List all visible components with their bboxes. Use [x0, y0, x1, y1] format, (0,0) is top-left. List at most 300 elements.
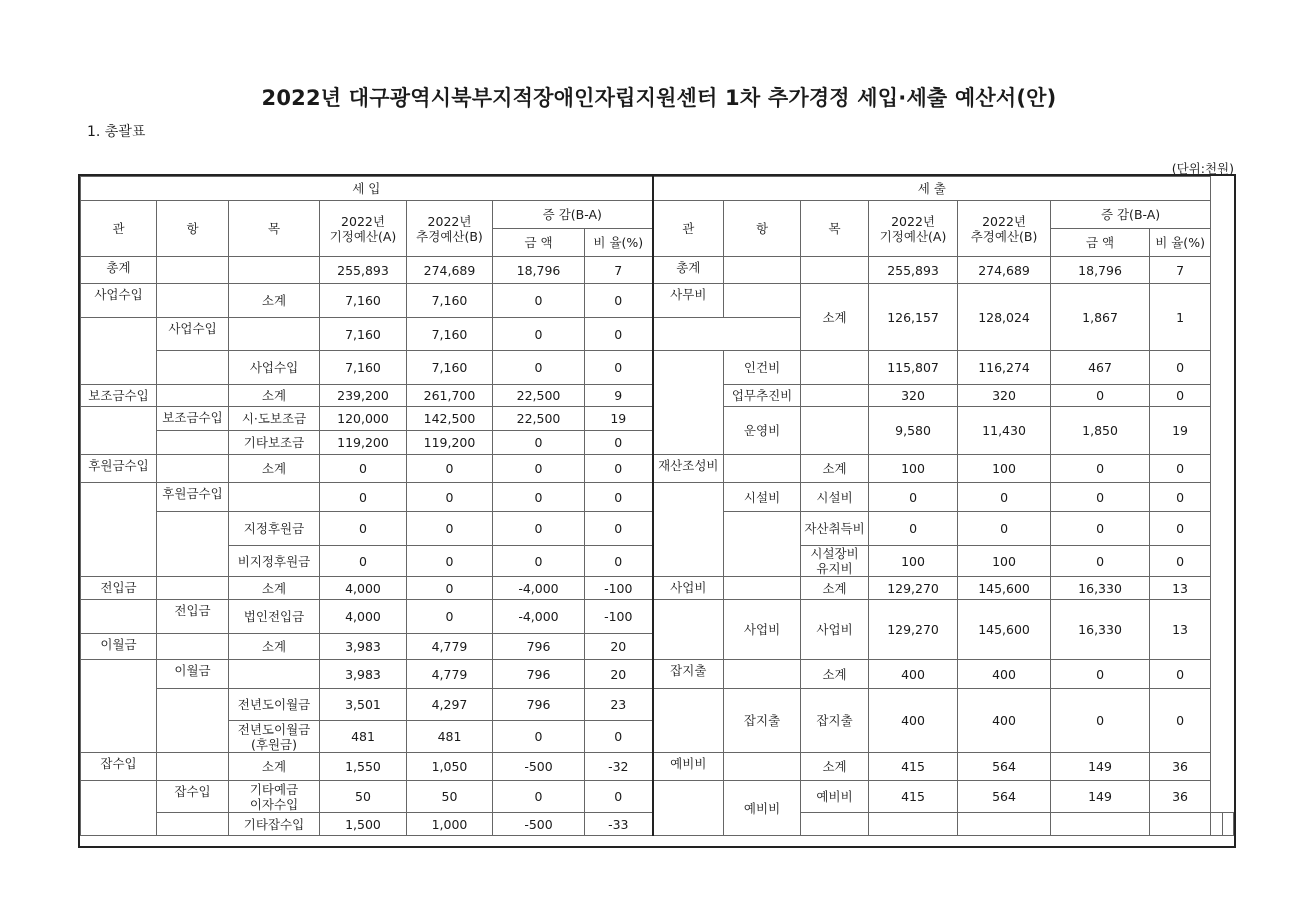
income-new-budget-cell [407, 753, 493, 781]
income-hang-cell [157, 813, 229, 836]
income-mok-cell [229, 455, 320, 483]
expense-mok-cell [801, 781, 869, 813]
income-new-budget-cell [407, 257, 493, 284]
document-title: 2022년 대구광역시북부지적장애인자립지원센터 1차 추가경정 세입·세출 예산서(안) [261, 86, 1057, 110]
income-change-amount-cell [493, 753, 585, 781]
ex-col-amount [1051, 229, 1150, 257]
expense-new-budget-cell-text: 100 [992, 461, 1016, 476]
income-change-amount-cell [493, 318, 585, 351]
expense-prev-budget-cell-text: 400 [901, 713, 925, 728]
income-mok-cell [229, 257, 320, 284]
income-change-ratio-cell-text: 0 [614, 489, 623, 505]
in-col-prev-budget-text: 2022년 기정예산(A) [329, 213, 397, 244]
expense-prev-budget-cell-text: 255,893 [887, 262, 939, 278]
expense-new-budget-cell-text: 0 [1000, 521, 1009, 536]
income-new-budget-cell-text: 1,050 [431, 759, 468, 774]
income-mok-cell [229, 689, 320, 721]
income-change-ratio-cell [585, 721, 653, 753]
income-change-ratio-cell-text: -32 [608, 759, 629, 774]
income-change-ratio-cell-text: 20 [610, 666, 627, 682]
income-mok-cell-text: 사업수입 [249, 360, 299, 375]
in-col-hang [157, 201, 229, 257]
expense-gwan-cell-text: 예비비 [670, 756, 707, 771]
income-new-budget-cell [407, 483, 493, 512]
expense-change-ratio-cell [1150, 546, 1211, 577]
expense-gwan-cell [653, 753, 724, 781]
income-prev-budget-cell-text: 0 [359, 521, 367, 536]
expense-mok-cell [801, 407, 869, 455]
income-change-ratio-cell-text: 19 [610, 411, 627, 426]
income-change-ratio-cell [585, 781, 653, 813]
income-change-amount-cell [493, 512, 585, 546]
income-prev-budget-cell-text: 7,160 [345, 360, 381, 375]
ex-col-mok-text: 목 [828, 221, 841, 236]
income-prev-budget-cell-text: 4,000 [345, 609, 381, 624]
expense-mok-cell [801, 257, 869, 284]
income-change-amount-cell-text: 796 [526, 697, 551, 712]
in-col-mok [229, 201, 320, 257]
expense-prev-budget-cell-text: 115,807 [887, 360, 939, 375]
income-new-budget-cell-text: 481 [437, 729, 462, 744]
income-hang-cell [157, 407, 229, 431]
expense-prev-budget-cell-text: 415 [901, 759, 925, 774]
income-gwan-cell [81, 634, 157, 660]
income-prev-budget-cell [320, 689, 407, 721]
income-change-amount-cell-text: 0 [534, 489, 543, 505]
income-hang-cell [157, 689, 229, 753]
income-prev-budget-cell [320, 660, 407, 689]
income-mok-cell-text: 기타예금 이자수입 [249, 781, 299, 812]
income-change-ratio-cell [585, 455, 653, 483]
expense-change-ratio-cell-text: 0 [1176, 713, 1185, 728]
expense-new-budget-cell [958, 455, 1051, 483]
income-mok-cell [229, 483, 320, 512]
expense-prev-budget-cell-text: 0 [909, 521, 918, 536]
expense-prev-budget-cell [869, 660, 958, 689]
income-mok-cell [229, 512, 320, 546]
income-new-budget-cell-text: 50 [441, 789, 458, 804]
income-gwan-cell [81, 483, 157, 577]
ex-col-gwan [653, 201, 724, 257]
in-col-amount [493, 229, 585, 257]
expense-change-amount-cell [1051, 385, 1150, 407]
in-col-amount-text: 금 액 [524, 235, 553, 250]
income-gwan-cell [81, 407, 157, 455]
income-new-budget-cell-text: 7,160 [431, 326, 468, 342]
income-prev-budget-cell-text: 7,160 [345, 293, 381, 308]
expense-change-ratio-cell [1150, 407, 1211, 455]
income-new-budget-cell [407, 512, 493, 546]
expense-change-ratio-cell-text: 0 [1176, 521, 1185, 536]
expense-gwan-cell [653, 577, 724, 600]
income-mok-cell [229, 634, 320, 660]
expense-new-budget-cell [958, 781, 1051, 813]
income-mok-cell [229, 351, 320, 385]
expense-hang-cell [724, 600, 801, 660]
income-change-ratio-cell [585, 577, 653, 600]
expense-change-amount-cell [1051, 781, 1150, 813]
ex-col-hang-text: 항 [756, 221, 769, 236]
income-change-amount-cell [493, 284, 585, 318]
income-new-budget-cell-text: 4,779 [431, 666, 468, 682]
income-mok-cell [229, 721, 320, 753]
income-mok-cell [229, 660, 320, 689]
income-change-amount-cell [493, 351, 585, 385]
expense-prev-budget-cell [869, 385, 958, 407]
expense-mok-cell [801, 483, 869, 512]
income-change-ratio-cell [585, 634, 653, 660]
expense-mok-cell [801, 600, 869, 660]
expense-mok-cell-text: 잡지출 [816, 713, 853, 728]
expense-change-amount-cell-text: 0 [1096, 489, 1105, 505]
income-new-budget-cell-text: 142,500 [423, 411, 476, 426]
income-new-budget-cell [407, 813, 493, 836]
expense-prev-budget-cell [869, 284, 958, 351]
income-header-text: 세 입 [352, 181, 381, 196]
income-prev-budget-cell-text: 50 [355, 789, 371, 804]
income-new-budget-cell [407, 318, 493, 351]
expense-change-amount-cell [1051, 689, 1150, 753]
income-change-ratio-cell-text: 7 [614, 262, 623, 278]
expense-new-budget-cell-text: 11,430 [982, 423, 1026, 438]
expense-hang-cell [724, 483, 801, 512]
expense-change-ratio-cell-text: 19 [1172, 423, 1189, 438]
ex-col-gwan-text: 관 [682, 221, 695, 236]
income-mok-cell [229, 407, 320, 431]
income-prev-budget-cell [320, 634, 407, 660]
expense-mok-cell [801, 546, 869, 577]
income-prev-budget-cell-text: 255,893 [337, 262, 389, 278]
income-prev-budget-cell [320, 257, 407, 284]
expense-gwan-cell [653, 483, 724, 577]
expense-hang-cell [724, 689, 801, 753]
income-change-amount-cell [493, 577, 585, 600]
in-col-ratio-text: 비 율(%) [593, 235, 644, 250]
income-prev-budget-cell [320, 483, 407, 512]
income-change-amount-cell [493, 455, 585, 483]
expense-prev-budget-cell-text: 0 [909, 489, 918, 505]
expense-change-ratio-cell-text: 13 [1172, 622, 1189, 637]
expense-change-ratio-cell [1150, 660, 1211, 689]
expense-change-ratio-cell [1150, 577, 1211, 600]
income-prev-budget-cell [320, 455, 407, 483]
income-change-amount-cell [493, 407, 585, 431]
income-change-ratio-cell-text: 0 [614, 789, 623, 804]
expense-mok-cell [801, 512, 869, 546]
expense-hang-cell [724, 781, 801, 836]
expense-hang-cell [724, 753, 801, 781]
expense-prev-budget-cell [869, 351, 958, 385]
income-change-ratio-cell [585, 689, 653, 721]
income-prev-budget-cell-text: 481 [351, 729, 375, 744]
income-gwan-cell [81, 257, 157, 284]
income-prev-budget-cell-text: 4,000 [345, 580, 381, 596]
expense-new-budget-cell [958, 284, 1051, 351]
expense-prev-budget-cell-text: 320 [901, 388, 925, 403]
income-change-amount-cell-text: 18,796 [516, 262, 561, 278]
expense-new-budget-cell-text: 100 [992, 553, 1016, 569]
expense-change-amount-cell [1051, 455, 1150, 483]
expense-change-amount-cell-text: 149 [1088, 789, 1112, 804]
expense-gwan-cell-text: 잡지출 [670, 663, 707, 678]
expense-change-amount-cell-text: 0 [1096, 553, 1105, 569]
table-row [81, 600, 1234, 634]
ex-col-amount-text: 금 액 [1085, 235, 1115, 250]
expense-empty-cell [869, 813, 958, 836]
income-hang-cell [157, 431, 229, 455]
expense-change-amount-cell-text: 18,796 [1078, 262, 1122, 278]
income-change-amount-cell [493, 721, 585, 753]
in-col-ratio [585, 229, 653, 257]
income-gwan-cell-text: 후원금수입 [88, 458, 149, 473]
expense-change-ratio-cell-text: 7 [1176, 262, 1185, 278]
income-prev-budget-cell-text: 3,501 [345, 697, 381, 712]
expense-change-ratio-cell-text: 0 [1176, 553, 1185, 569]
expense-change-ratio-cell [1150, 600, 1211, 660]
income-prev-budget-cell-text: 119,200 [337, 435, 389, 450]
income-prev-budget-cell [320, 721, 407, 753]
expense-new-budget-cell [958, 753, 1051, 781]
expense-mok-cell [801, 455, 869, 483]
income-new-budget-cell [407, 660, 493, 689]
expense-prev-budget-cell-text: 129,270 [887, 622, 939, 637]
expense-hang-cell-text: 시설비 [743, 489, 781, 505]
income-change-amount-cell-text: 796 [526, 666, 551, 682]
expense-hang-cell [724, 351, 801, 385]
income-change-ratio-cell [585, 351, 653, 385]
expense-new-budget-cell [958, 577, 1051, 600]
income-mok-cell-text: 법인전입금 [243, 609, 305, 624]
expense-hang-cell [724, 512, 801, 577]
income-change-ratio-cell [585, 407, 653, 431]
ex-col-prev-budget [869, 201, 958, 257]
income-mok-cell-text: 시·도보조금 [241, 411, 307, 426]
expense-mok-cell [801, 284, 869, 351]
income-change-amount-cell-text: 0 [534, 553, 543, 569]
income-mok-cell-text: 기타보조금 [243, 435, 305, 450]
income-gwan-cell [81, 318, 157, 385]
expense-new-budget-cell [958, 385, 1051, 407]
expense-mok-cell-text: 소계 [822, 666, 847, 682]
income-hang-cell [157, 512, 229, 577]
expense-new-budget-cell-text: 274,689 [978, 262, 1030, 278]
expense-change-amount-cell [1051, 407, 1150, 455]
expense-change-amount-cell [1051, 660, 1150, 689]
in-col-change [493, 201, 653, 229]
expense-empty-cell [1222, 813, 1233, 836]
income-new-budget-cell-text: 1,000 [431, 816, 468, 832]
table-row [81, 781, 1234, 813]
income-header [81, 177, 653, 201]
expense-change-amount-cell-text: 149 [1088, 759, 1112, 774]
income-prev-budget-cell-text: 120,000 [337, 411, 389, 426]
income-change-amount-cell [493, 257, 585, 284]
income-gwan-cell [81, 284, 157, 318]
income-new-budget-cell [407, 431, 493, 455]
income-prev-budget-cell-text: 3,983 [345, 666, 381, 682]
income-change-amount-cell-text: -500 [524, 816, 553, 832]
expense-mok-cell-text: 소계 [822, 580, 847, 596]
income-hang-cell-text: 후원금수입 [162, 486, 223, 501]
income-hang-cell-text: 전입금 [174, 603, 211, 618]
expense-prev-budget-cell-text: 9,580 [895, 423, 931, 438]
income-new-budget-cell-text: 0 [445, 521, 454, 536]
income-change-amount-cell-text: 0 [534, 435, 543, 450]
expense-new-budget-cell [958, 546, 1051, 577]
expense-change-ratio-cell [1150, 257, 1211, 284]
expense-new-budget-cell-text: 0 [1000, 489, 1009, 505]
income-change-ratio-cell-text: -33 [608, 816, 629, 832]
expense-empty-cell [1150, 813, 1211, 836]
income-hang-cell [157, 351, 229, 385]
income-new-budget-cell-text: 274,689 [423, 262, 476, 278]
expense-change-ratio-cell [1150, 284, 1211, 351]
income-prev-budget-cell-text: 0 [359, 553, 367, 569]
table-row [81, 455, 1234, 483]
expense-change-ratio-cell [1150, 781, 1211, 813]
expense-new-budget-cell-text: 128,024 [978, 309, 1030, 325]
expense-change-amount-cell [1051, 512, 1150, 546]
expense-change-ratio-cell [1150, 753, 1211, 781]
income-mok-cell-text: 전년도이월금 [237, 697, 311, 712]
expense-gwan-cell [653, 257, 724, 284]
expense-empty-cell [1211, 813, 1222, 836]
table-row [81, 257, 1234, 284]
income-change-amount-cell [493, 781, 585, 813]
table-row [81, 483, 1234, 512]
income-hang-cell-text: 이월금 [174, 663, 211, 678]
expense-empty-cell [1051, 813, 1150, 836]
income-change-ratio-cell [585, 600, 653, 634]
expense-prev-budget-cell-text: 100 [901, 553, 925, 569]
expense-hang-cell [724, 455, 801, 483]
income-mok-cell-text: 소계 [261, 293, 287, 308]
income-mok-cell [229, 577, 320, 600]
income-change-amount-cell-text: 0 [534, 461, 543, 476]
income-change-ratio-cell-text: -100 [604, 580, 633, 596]
expense-prev-budget-cell [869, 753, 958, 781]
expense-change-ratio-cell [1150, 385, 1211, 407]
expense-change-ratio-cell-text: 0 [1176, 461, 1185, 476]
income-change-ratio-cell [585, 512, 653, 546]
income-new-budget-cell-text: 261,700 [423, 388, 476, 403]
expense-change-amount-cell [1051, 546, 1150, 577]
income-mok-cell-text: 소계 [261, 580, 287, 596]
income-change-amount-cell-text: 0 [534, 360, 543, 375]
expense-gwan-cell-text: 사무비 [670, 287, 707, 302]
expense-header-text: 세 출 [917, 181, 946, 196]
income-new-budget-cell [407, 781, 493, 813]
expense-prev-budget-cell-text: 415 [901, 789, 925, 804]
expense-new-budget-cell [958, 689, 1051, 753]
income-hang-cell [157, 781, 229, 813]
expense-mok-cell-text: 소계 [822, 759, 847, 774]
income-mok-cell-text: 비지정후원금 [237, 553, 311, 569]
income-mok-cell-text: 소계 [261, 388, 287, 403]
ex-col-ratio-text: 비 율(%) [1155, 235, 1205, 250]
income-mok-cell-text: 소계 [261, 759, 287, 774]
expense-prev-budget-cell [869, 455, 958, 483]
table-row [81, 284, 1234, 318]
income-new-budget-cell-text: 7,160 [431, 293, 468, 308]
income-change-amount-cell [493, 431, 585, 455]
income-change-amount-cell [493, 600, 585, 634]
income-change-ratio-cell [585, 318, 653, 351]
expense-mok-cell-text: 소계 [822, 309, 847, 325]
income-gwan-cell [81, 753, 157, 781]
income-change-amount-cell-text: 0 [534, 789, 543, 804]
income-gwan-cell-text: 보조금수입 [88, 388, 149, 403]
expense-hang-cell-text: 예비비 [743, 800, 781, 816]
expense-prev-budget-cell [869, 546, 958, 577]
budget-summary-table [80, 176, 1234, 836]
expense-change-ratio-cell [1150, 689, 1211, 753]
in-col-gwan [81, 201, 157, 257]
income-change-ratio-cell-text: -100 [604, 609, 633, 624]
in-col-hang-text: 항 [186, 221, 199, 236]
expense-hang-cell [724, 257, 801, 284]
income-change-ratio-cell-text: 23 [610, 697, 627, 712]
income-change-ratio-cell [585, 660, 653, 689]
income-change-amount-cell-text: -4,000 [518, 609, 559, 624]
ex-col-change [1051, 201, 1211, 229]
income-prev-budget-cell [320, 284, 407, 318]
income-prev-budget-cell [320, 577, 407, 600]
expense-gwan-cell [653, 284, 724, 318]
expense-mok-cell-text: 시설비 [816, 489, 853, 505]
income-mok-cell [229, 753, 320, 781]
expense-new-budget-cell [958, 660, 1051, 689]
expense-prev-budget-cell-text: 126,157 [887, 309, 939, 325]
income-prev-budget-cell-text: 1,550 [345, 759, 381, 774]
income-prev-budget-cell [320, 781, 407, 813]
income-new-budget-cell [407, 455, 493, 483]
income-hang-cell [157, 600, 229, 634]
expense-hang-cell-text: 사업비 [743, 622, 781, 637]
expense-prev-budget-cell [869, 689, 958, 753]
expense-new-budget-cell [958, 351, 1051, 385]
expense-change-ratio-cell-text: 0 [1176, 360, 1185, 375]
income-gwan-cell-text: 사업수입 [94, 287, 143, 302]
expense-mok-cell [801, 577, 869, 600]
expense-change-amount-cell-text: 0 [1096, 521, 1105, 536]
income-prev-budget-cell-text: 239,200 [337, 388, 389, 403]
expense-gwan-cell [653, 351, 724, 455]
income-hang-cell [157, 385, 229, 407]
expense-change-amount-cell-text: 16,330 [1078, 580, 1122, 596]
expense-hang-cell-text: 업무추진비 [731, 388, 793, 403]
ex-col-hang [724, 201, 801, 257]
income-change-ratio-cell-text: 0 [614, 461, 623, 476]
expense-change-ratio-cell-text: 13 [1172, 580, 1189, 596]
income-change-amount-cell-text: 0 [534, 729, 543, 744]
income-mok-cell-text: 소계 [261, 461, 287, 476]
income-prev-budget-cell [320, 431, 407, 455]
expense-hang-cell [724, 284, 801, 318]
income-change-ratio-cell-text: 0 [614, 435, 623, 450]
expense-change-amount-cell-text: 0 [1096, 388, 1105, 403]
expense-hang-cell-text: 잡지출 [743, 713, 781, 728]
expense-change-ratio-cell-text: 0 [1176, 388, 1185, 403]
income-change-ratio-cell [585, 431, 653, 455]
expense-prev-budget-cell [869, 407, 958, 455]
expense-change-amount-cell [1051, 577, 1150, 600]
income-hang-cell-text: 사업수입 [168, 321, 217, 336]
income-change-ratio-cell [585, 753, 653, 781]
expense-prev-budget-cell-text: 100 [901, 461, 925, 476]
income-change-ratio-cell [585, 813, 653, 836]
income-change-ratio-cell-text: 0 [614, 326, 623, 342]
